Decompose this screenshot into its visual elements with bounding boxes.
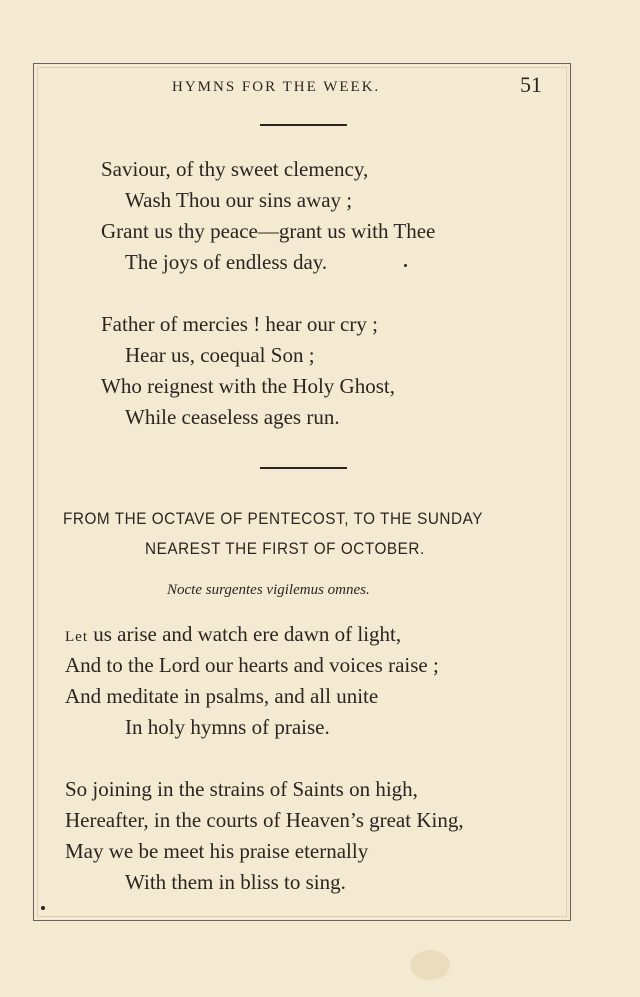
verse-line: With them in bliss to sing. [125, 870, 346, 894]
verse-line: And to the Lord our hearts and voices raise ; [65, 653, 439, 677]
hymn-heading-line1: FROM THE OCTAVE OF PENTECOST, TO THE SUNDAY [63, 509, 483, 528]
section-rule-top [260, 124, 347, 126]
latin-incipit: Nocte surgentes vigilemus omnes. [167, 582, 370, 598]
verse-line-rest: us arise and watch ere dawn of light, [88, 622, 402, 646]
verse-line: Who reignest with the Holy Ghost, [101, 374, 395, 398]
hymn-heading-line2: NEAREST THE FIRST OF OCTOBER. [145, 539, 425, 558]
verse-line: While ceaseless ages run. [125, 405, 340, 429]
verse-line: So joining in the strains of Saints on high, [65, 777, 418, 801]
verse-line: The joys of endless day. [125, 250, 328, 274]
verse-line: In holy hymns of praise. [125, 715, 330, 739]
ink-dot [41, 906, 45, 910]
verse-line [65, 622, 401, 649]
verse-line: Hereafter, in the courts of Heaven’s great King, [65, 808, 464, 832]
verse-line: Grant us thy peace—grant us with Thee [101, 219, 436, 243]
paper-stain [410, 950, 450, 980]
running-head: HYMNS FOR THE WEEK. [172, 79, 381, 95]
verse-line: May we be meet his praise eternally [65, 839, 369, 863]
page-number: 51 [520, 72, 542, 97]
verse-line: Father of mercies ! hear our cry ; [101, 312, 378, 336]
ink-dot [404, 264, 407, 267]
section-rule-middle [260, 467, 347, 469]
verse-line: Wash Thou our sins away ; [125, 188, 353, 212]
verse-line: Hear us, coequal Son ; [125, 343, 315, 367]
drop-word: Let [65, 629, 88, 645]
verse-line: Saviour, of thy sweet clemency, [101, 157, 369, 181]
verse-line: And meditate in psalms, and all unite [65, 684, 379, 708]
